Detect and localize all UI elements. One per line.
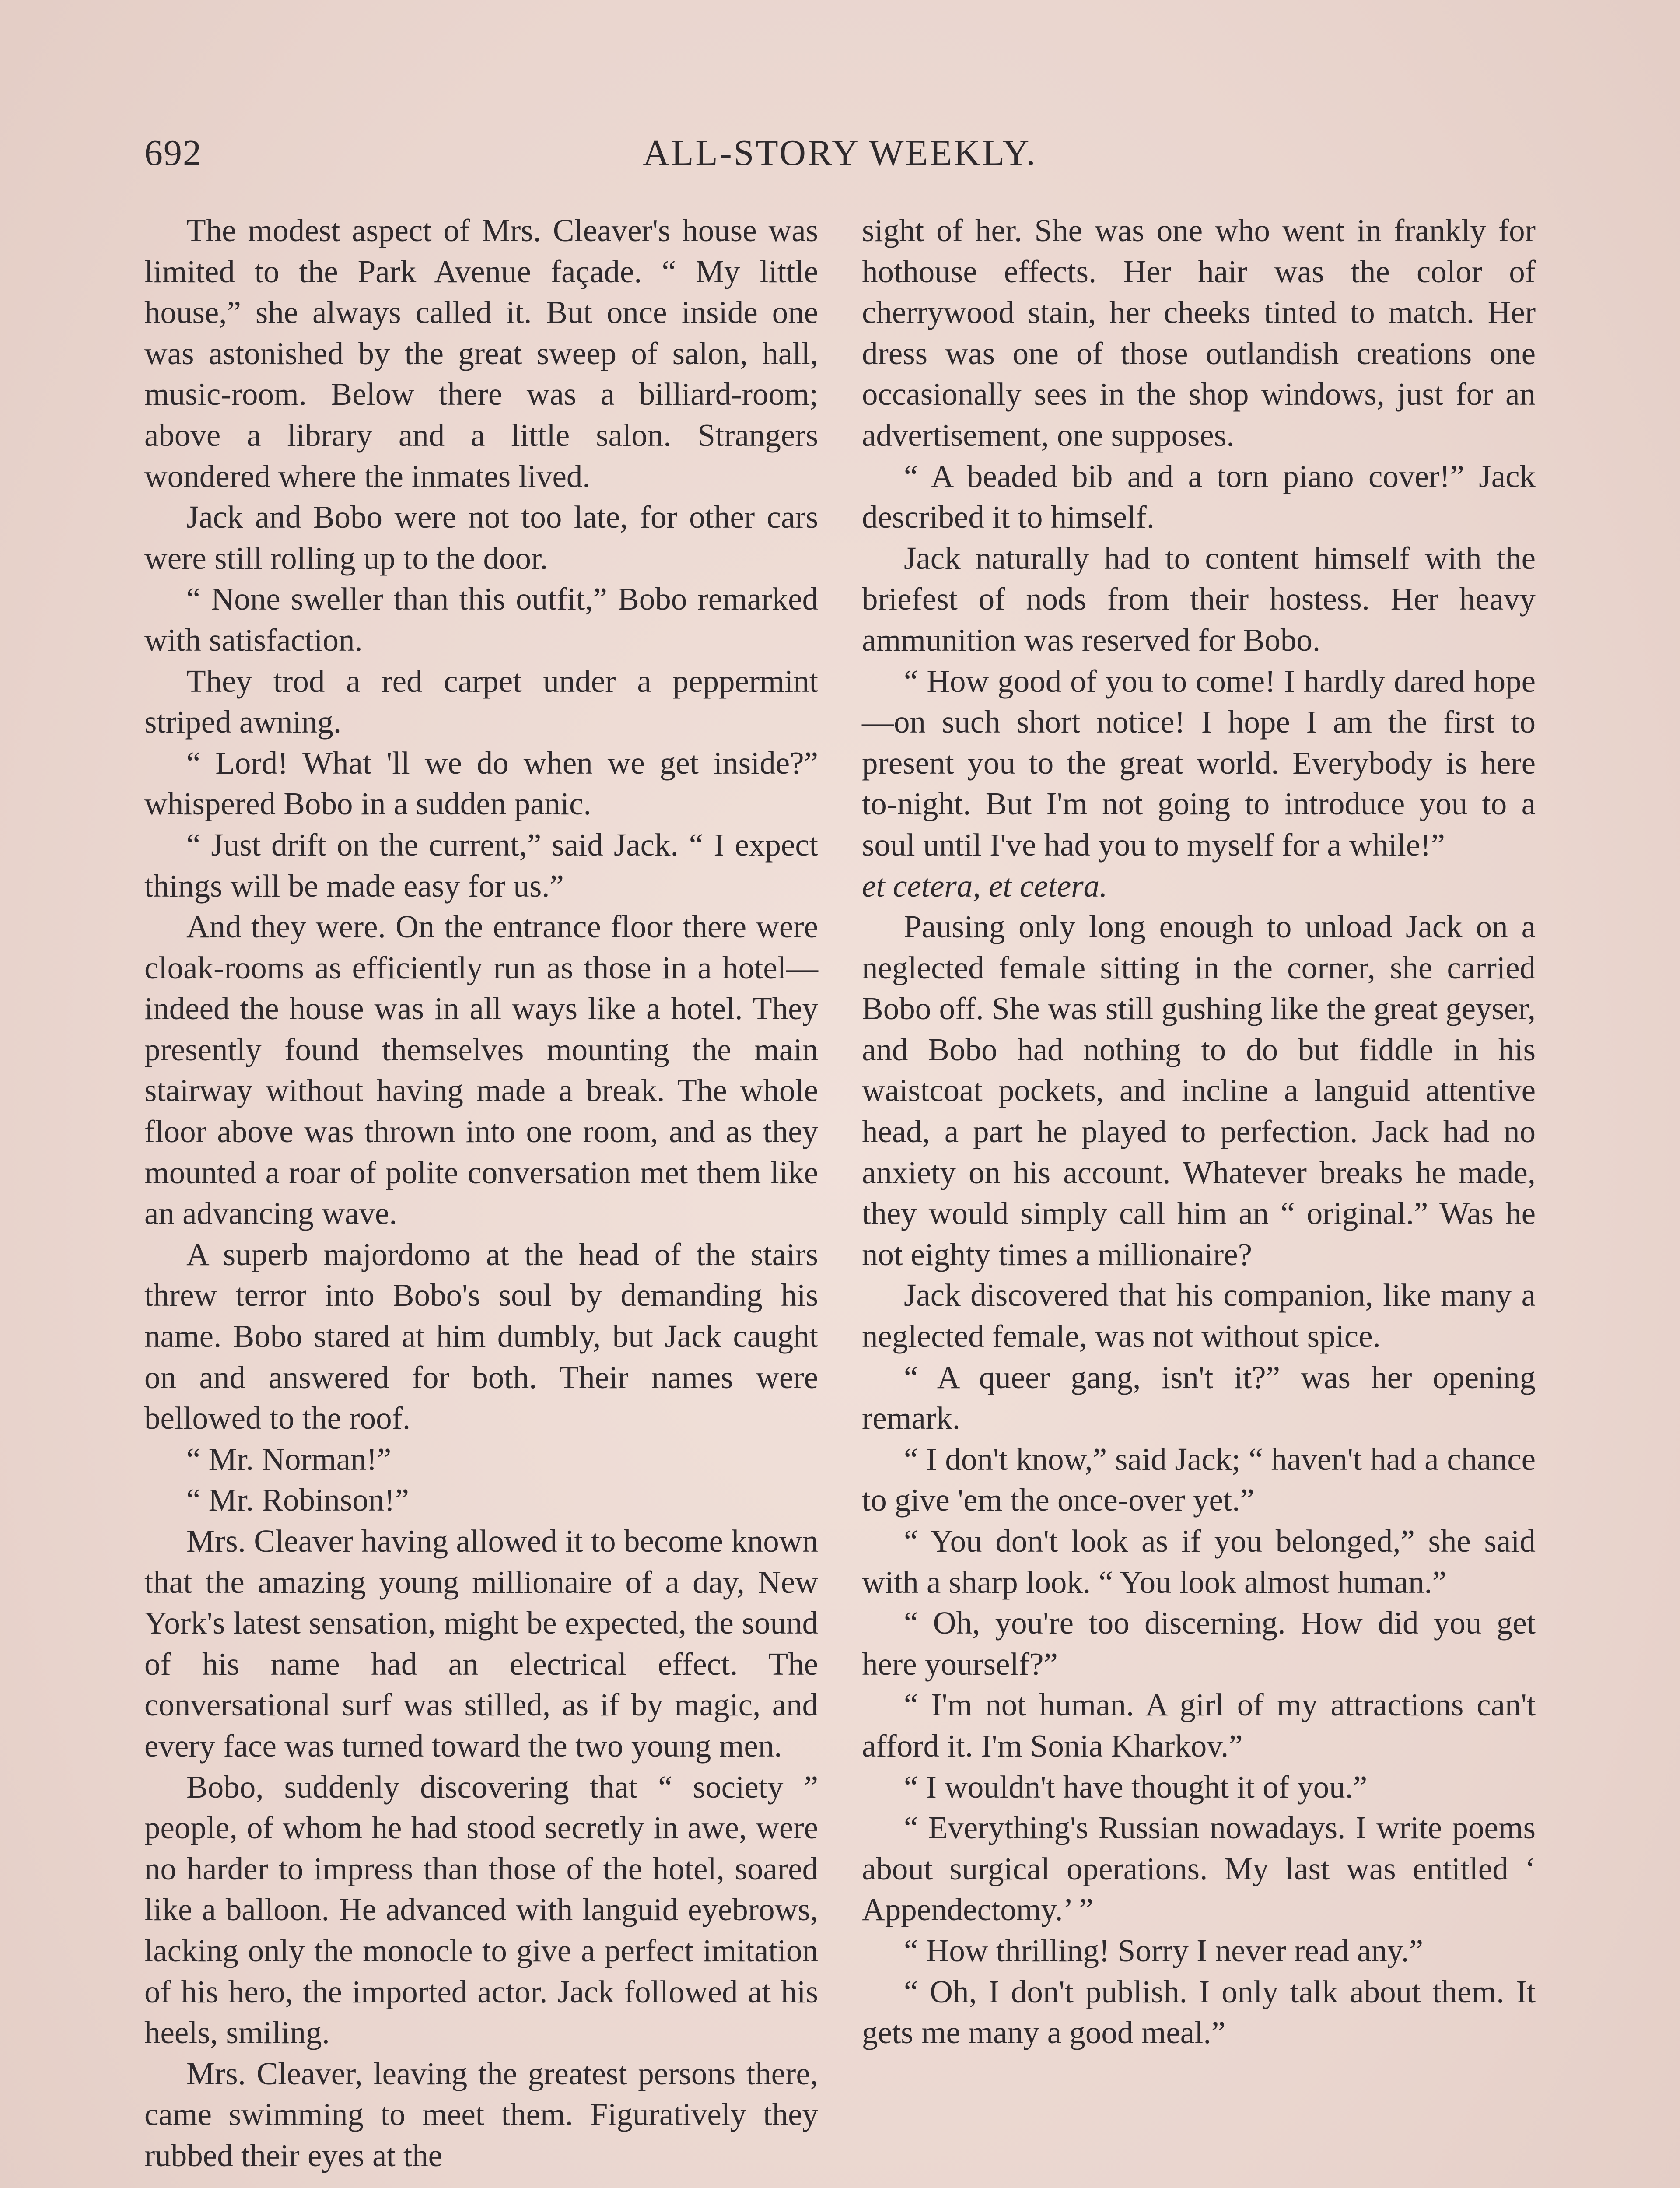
italic-text: et cetera, et cetera. [862, 868, 1108, 904]
paragraph: They trod a red carpet under a peppermint striped awning. [144, 663, 818, 740]
paragraph: “ Oh, I don't publish. I only talk about them. It gets me many a good meal.” [862, 1974, 1536, 2051]
paragraph: “ I don't know,” said Jack; “ haven't had a chance to give 'em the once-over yet.” [862, 1441, 1536, 1518]
paragraph: “ How good of you to come! I hardly dared hope—on such short notice! I hope I am the first to present you to the great world. Everybody is here to-night. But I'm not going to introduce you to a soul until I've had you to myself for a while!” [862, 663, 1536, 863]
paragraph: The modest aspect of Mrs. Cleaver's house was limited to the Park Avenue façade. “ My little house,” she always called it. But once inside one was astonished by the great sweep of salon, hall, music-room. Below there was a billiard-room; above a library and a little salon. Strangers wondered where the inmates lived. [144, 213, 818, 494]
paragraph: And they were. On the entrance floor there were cloak-rooms as efficiently run as those in a hotel—indeed the house was in all ways like a hotel. They presently found themselves mounting the main stairway without having made a break. The whole floor above was thrown into one room, and as they mounted a roar of polite conversation met them like an advancing wave. [144, 909, 818, 1231]
paragraph: Jack and Bobo were not too late, for other cars were still rolling up to the door. [144, 499, 818, 576]
paragraph: “ I wouldn't have thought it of you.” [904, 1769, 1368, 1805]
page-header [144, 127, 1536, 179]
paragraph-continuation: sight of her. She was one who went in frankly for hothouse effects. Her hair was the color of cherrywood stain, her cheeks tinted to match. Her dress was one of those outlandish creations one occasionally sees in the shop windows, just for an advertisement, one supposes. [862, 213, 1536, 453]
page-number: 692 [144, 133, 202, 173]
paragraph: “ Lord! What 'll we do when we get inside?” whispered Bobo in a sudden panic. [144, 745, 818, 822]
paragraph: “ How thrilling! Sorry I never read any.” [904, 1932, 1424, 1968]
paragraph: “ Mr. Robinson!” [186, 1482, 409, 1518]
paragraph: Bobo, suddenly discovering that “ society ” people, of whom he had stood secretly in awe, were no harder to impress than those of the hotel, soared like a balloon. He advanced with languid eyebrows, lacking only the monocle to give a perfect imitation of his hero, the imported actor. Jack followed at his heels, smiling. [144, 1769, 818, 2051]
paragraph: “ I'm not human. A girl of my attractions can't afford it. I'm Sonia Kharkov.” [862, 1687, 1536, 1764]
paragraph: “ Everything's Russian nowadays. I write poems about surgical operations. My last was entitled ‘ Appendectomy.’ ” [862, 1810, 1536, 1928]
paragraph: “ A queer gang, isn't it?” was her opening remark. [862, 1359, 1536, 1436]
paragraph: Mrs. Cleaver having allowed it to become known that the amazing young millionaire of a day, New York's latest sensation, might be expected, the sound of his name had an electrical effect. The conversational surf was stilled, as if by magic, and every face was turned toward the two young men. [144, 1523, 818, 1764]
italic-line [862, 866, 1536, 907]
left-column [144, 210, 818, 2176]
right-column [862, 210, 1536, 2053]
paragraph: “ Oh, you're too discerning. How did you get here yourself?” [862, 1605, 1536, 1682]
paragraph: Pausing only long enough to unload Jack on a neglected female sitting in the corner, she carried Bobo off. She was still gushing like the great geyser, and Bobo had nothing to do but fiddle in his waistcoat pockets, and incline a languid attentive head, a part he played to perfection. Jack had no anxiety on his account. Whatever breaks he made, they would simply call him an “ original.” Was he not eighty times a millionaire? [862, 909, 1536, 1272]
paragraph: “ A beaded bib and a torn piano cover!” Jack described it to himself. [862, 458, 1536, 535]
paragraph: Jack naturally had to content himself with the briefest of nods from their hostess. Her heavy ammunition was reserved for Bobo. [862, 540, 1536, 658]
paragraph: “ None sweller than this outfit,” Bobo remarked with satisfaction. [144, 581, 818, 658]
paragraph: “ Mr. Norman!” [186, 1441, 392, 1477]
paragraph: “ Just drift on the current,” said Jack. “ I expect things will be made easy for us.” [144, 827, 818, 904]
running-title: ALL-STORY WEEKLY. [643, 133, 1037, 173]
paragraph: Jack discovered that his companion, like many a neglected female, was not without spice. [862, 1277, 1536, 1354]
paragraph: Mrs. Cleaver, leaving the greatest persons there, came swimming to meet them. Figuratively they rubbed their eyes at the [144, 2055, 818, 2173]
paragraph: A superb majordomo at the head of the stairs threw terror into Bobo's soul by demanding his name. Bobo stared at him dumbly, but Jack caught on and answered for both. Their names were bellowed to the roof. [144, 1236, 818, 1436]
paragraph: “ You don't look as if you belonged,” she said with a sharp look. “ You look almost human.” [862, 1523, 1536, 1600]
